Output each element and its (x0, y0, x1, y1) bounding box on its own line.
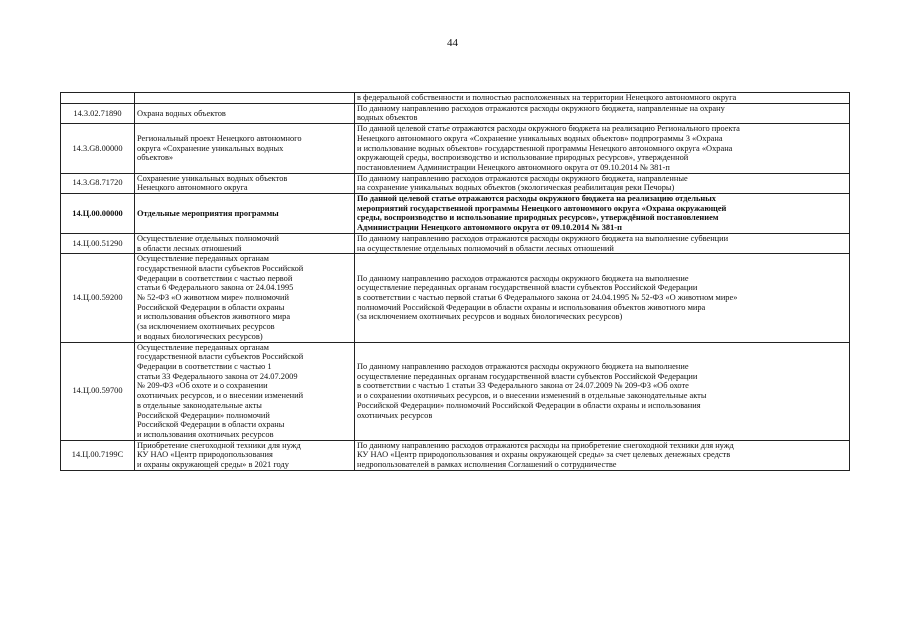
table-row (61, 233, 850, 253)
description-cell: в федеральной собственности и полностью расположенных на территории Ненецкого автономного округа (355, 93, 850, 104)
item-name-cell: Приобретение снегоходной техники для нужд КУ НАО «Центр природопользования и охраны окружающей среды» в 2021 году (135, 440, 355, 470)
table-row (61, 194, 850, 234)
description-cell: По данному направлению расходов отражаются расходы на приобретение снегоходной техники для нужд КУ НАО «Центр природопользования и охраны окружающей среды» за счет целевых денежных средств недропользователей в рамках исполнения Соглашений о сотрудничестве (355, 440, 850, 470)
description-cell: По данному направлению расходов отражаются расходы окружного бюджета на выполнение осуществление переданных органам государственной власти субъектов Российской Федерации в соответствии с частью первой статьи 6 Федерального закона от 24.04.1995 № 52-ФЗ «О животном мире» полномочий Российской Федерации в области охраны и использования объектов животного мира (за исключением охотничьих ресурсов и водных биологических ресурсов) (355, 254, 850, 342)
description-cell: По данному направлению расходов отражаются расходы окружного бюджета на выполнение осуществление переданных органам государственной власти субъектов Российской Федерации в соответствии с частью 1 статьи 33 Федерального закона от 24.07.2009 № 209-ФЗ «Об охоте и о сохранении охотничьих ресурсов, и о внесении изменений в отдельные законодательные акты Российской Федерации» полномочий Российской Федерации в области охраны и использования охотничьих ресурсов (355, 342, 850, 440)
item-name-cell: Отдельные мероприятия программы (135, 194, 355, 234)
target-code-cell: 14.3.G8.00000 (61, 124, 135, 174)
item-name-cell (135, 93, 355, 104)
table-row (61, 254, 850, 342)
table-row (61, 93, 850, 104)
budget-classification-table (60, 92, 850, 471)
table-row (61, 440, 850, 470)
item-name-cell: Сохранение уникальных водных объектов Ненецкого автономного округа (135, 173, 355, 193)
target-code-cell: 14.Ц.00.59200 (61, 254, 135, 342)
table-row (61, 124, 850, 174)
target-code-cell: 14.3.G8.71720 (61, 173, 135, 193)
description-cell: По данной целевой статье отражаются расходы окружного бюджета на реализацию отдельных мероприятий государственной программы Ненецкого автономного округа «Охрана окружающей среды, воспроизводство и использование природных ресурсов», утверждённой постановлением Администрации Ненецкого автономного округа от 09.10.2014 № 381-п (355, 194, 850, 234)
target-code-cell: 14.Ц.00.00000 (61, 194, 135, 234)
description-cell: По данному направлению расходов отражаются расходы окружного бюджета на выполнение субвенции на осуществление отдельных полномочий в области лесных отношений (355, 233, 850, 253)
description-cell: По данному направлению расходов отражаются расходы окружного бюджета, направленные на сохранение уникальных водных объектов (экологическая реабилитация реки Печоры) (355, 173, 850, 193)
item-name-cell: Охрана водных объектов (135, 103, 355, 123)
target-code-cell: 14.Ц.00.59700 (61, 342, 135, 440)
item-name-cell: Осуществление отдельных полномочий в области лесных отношений (135, 233, 355, 253)
item-name-cell: Региональный проект Ненецкого автономного округа «Сохранение уникальных водных объектов» (135, 124, 355, 174)
table-row (61, 173, 850, 193)
target-code-cell: 14.Ц.00.51290 (61, 233, 135, 253)
target-code-cell: 14.3.02.71890 (61, 103, 135, 123)
table-row (61, 103, 850, 123)
description-cell: По данному направлению расходов отражаются расходы окружного бюджета, направленные на охрану водных объектов (355, 103, 850, 123)
page-number: 44 (447, 37, 458, 49)
table-row (61, 342, 850, 440)
description-cell: По данной целевой статье отражаются расходы окружного бюджета на реализацию Регионального проекта Ненецкого автономного округа «Сохранение уникальных водных объектов» подпрограммы 3 «Охрана и использование водных объектов» государственной программы Ненецкого автономного округа «Охрана окружающей среды, воспроизводство и использование природных ресурсов», утвержденной постановлением Администрации Ненецкого автономного округа от 09.10.2014 № 381-п (355, 124, 850, 174)
item-name-cell: Осуществление переданных органам государственной власти субъектов Российской Федерации в соответствии с частью первой статьи 6 Федерального закона от 24.04.1995 № 52-ФЗ «О животном мире» полномочий Российской Федерации в области охраны и использования объектов животного мира (за исключением охотничьих ресурсов и водных биологических ресурсов) (135, 254, 355, 342)
item-name-cell: Осуществление переданных органам государственной власти субъектов Российской Федерации в соответствии с частью 1 статьи 33 Федерального закона от 24.07.2009 № 209-ФЗ «Об охоте и о сохранении охотничьих ресурсов, и о внесении изменений в отдельные законодательные акты Российской Федерации» полномочий Российской Федерации в области охраны и использования охотничьих ресурсов (135, 342, 355, 440)
target-code-cell: 14.Ц.00.7199С (61, 440, 135, 470)
target-code-cell (61, 93, 135, 104)
